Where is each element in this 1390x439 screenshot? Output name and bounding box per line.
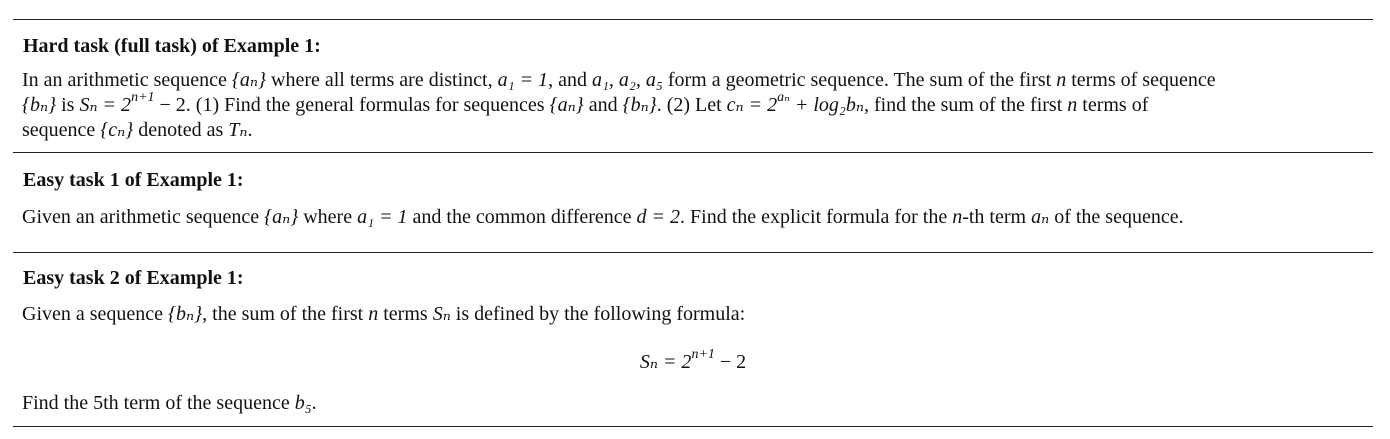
- section-divider: [13, 152, 1373, 153]
- hard-task-line-1: [22, 68, 1370, 93]
- easy-task-2-line-2: [22, 391, 1370, 416]
- hard-task-line-2: [22, 90, 1370, 118]
- math-set-an: {aₙ}: [549, 94, 584, 116]
- math-cn-exponent: aₙ: [777, 90, 790, 106]
- text-run: , find the sum of the first: [863, 94, 1068, 116]
- text-run: form a geometric sequence. The sum of the first: [662, 69, 1057, 91]
- math-a1-eq: a₁ = 1: [497, 69, 549, 91]
- easy-task-2-text: [22, 302, 1370, 327]
- math-sn-tail: − 2: [154, 94, 186, 116]
- text-run: is: [56, 94, 80, 116]
- text-run: where: [298, 206, 358, 228]
- math-cn-base: cₙ = 2: [726, 94, 778, 116]
- text-run: . (2) Let: [656, 94, 727, 116]
- text-run: .: [311, 392, 317, 414]
- math-a1-eq: a₁ = 1: [357, 206, 408, 228]
- text-run: of the sequence.: [1049, 206, 1184, 228]
- math-set-bn: {bₙ}: [622, 94, 657, 116]
- text-run: sequence: [22, 119, 101, 141]
- text-run: , and: [548, 69, 592, 91]
- math-n: n: [1056, 69, 1067, 91]
- text-run: and the common difference: [407, 206, 637, 228]
- text-run: where all terms are distinct,: [266, 69, 498, 91]
- text-run: Given an arithmetic sequence: [22, 206, 265, 228]
- easy-task-2-title: Easy task 2 of Example 1:: [23, 267, 244, 289]
- display-formula: [13, 347, 1373, 375]
- bottom-rule: [13, 426, 1373, 427]
- math-b5: b₅: [294, 392, 312, 414]
- text-run: denoted as: [133, 119, 229, 141]
- math-tn: Tₙ: [228, 119, 248, 141]
- math-an: aₙ: [1031, 206, 1050, 228]
- math-set-an: {aₙ}: [264, 206, 299, 228]
- text-run: .: [247, 119, 253, 141]
- math-sn-exponent: n+1: [131, 90, 155, 106]
- math-n: n: [1067, 94, 1078, 116]
- easy-task-1-line: [22, 205, 1370, 230]
- easy-task-1-title: Easy task 1 of Example 1:: [23, 169, 244, 191]
- math-set-an: {aₙ}: [231, 69, 267, 91]
- math-geometric-terms: a₁, a₂, a₅: [591, 69, 663, 91]
- math-n: n: [368, 303, 379, 325]
- text-run: terms of: [1077, 94, 1149, 116]
- math-set-bn: {bₙ}: [22, 94, 57, 116]
- hard-task-text: [22, 68, 1370, 143]
- text-run: In an arithmetic sequence: [22, 69, 232, 91]
- text-run: terms: [378, 303, 433, 325]
- easy-task-2-question: [22, 391, 1370, 416]
- math-n: n: [952, 206, 963, 228]
- math-sn: Sₙ: [432, 303, 451, 325]
- text-run: . (1) Find the general formulas for sequences: [185, 94, 550, 116]
- text-run: Given a sequence: [22, 303, 169, 325]
- easy-task-1-text: [22, 205, 1370, 230]
- text-run: , the sum of the first: [202, 303, 369, 325]
- math-set-bn: {bₙ}: [168, 303, 203, 325]
- math-sn-base: Sₙ = 2: [79, 94, 132, 116]
- formula-base: Sₙ = 2: [639, 351, 692, 373]
- text-run: . Find the explicit formula for the: [680, 206, 953, 228]
- text-run: and: [583, 94, 623, 116]
- easy-task-2-line-1: [22, 302, 1370, 327]
- math-set-cn: {cₙ}: [100, 119, 134, 141]
- text-run: terms of sequence: [1066, 69, 1216, 91]
- math-cn-tail: + log₂bₙ: [789, 94, 864, 116]
- formula-tail: − 2: [714, 351, 747, 373]
- top-rule: [13, 19, 1373, 20]
- section-divider: [13, 252, 1373, 253]
- formula-exponent: n+1: [691, 347, 715, 363]
- math-d-eq: d = 2: [636, 206, 681, 228]
- text-run: -th term: [962, 206, 1032, 228]
- text-run: is defined by the following formula:: [450, 303, 746, 325]
- hard-task-title: Hard task (full task) of Example 1:: [23, 35, 321, 57]
- text-run: Find the 5th term of the sequence: [22, 392, 295, 414]
- hard-task-line-3: [22, 118, 1370, 143]
